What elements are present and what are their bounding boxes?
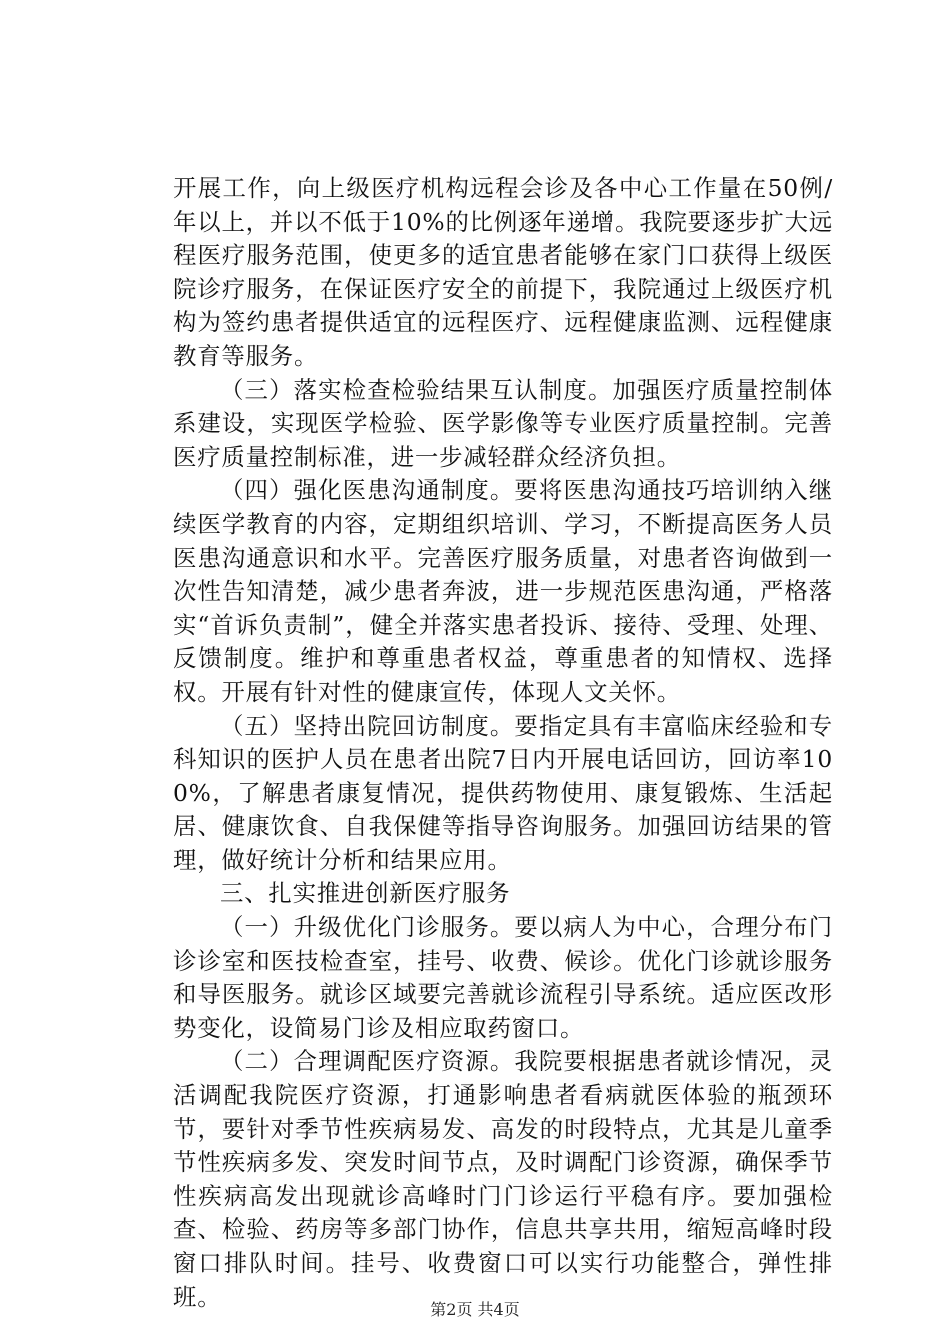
paragraph-outpatient-optimization: （一）升级优化门诊服务。要以病人为中心，合理分布门诊诊室和医技检查室，挂号、收费、候诊。优化门诊就诊服务和导医服务。就诊区域要完善就诊流程引导系统。适应医改形势变化，设简易门诊及相应取药窗口。	[173, 913, 833, 1042]
paragraph-resource-allocation: （二）合理调配医疗资源。我院要根据患者就诊情况，灵活调配我院医疗资源，打通影响患者看病就医体验的瓶颈环节，要针对季节性疾病易发、高发的时段特点，尤其是儿童季节性疾病多发、突发时间节点，及时调配门诊资源，确保季节性疾病高发出现就诊高峰时门门诊运行平稳有序。要加强检查、检验、药房等多部门协作，信息共享共用，缩短高峰时段窗口排队时间。挂号、收费窗口可以实行功能整合，弹性排班。	[173, 1047, 833, 1311]
section-heading-innovative-services: 三、扎实推进创新医疗服务	[220, 879, 511, 908]
paragraph-remote-medical-continued: 开展工作，向上级医疗机构远程会诊及各中心工作量在50例/年以上，并以不低于10%的比例逐年递增。我院要逐步扩大远程医疗服务范围，使更多的适宜患者能够在家门口获得上级医院诊疗服务，在保证医疗安全的前提下，我院通过上级医疗机构为签约患者提供适宜的远程医疗、远程健康监测、远程健康教育等服务。	[173, 174, 833, 370]
document-body	[173, 172, 833, 1314]
page-number: 第2页 共4页	[430, 1300, 520, 1319]
paragraph-doctor-patient-communication: （四）强化医患沟通制度。要将医患沟通技巧培训纳入继续医学教育的内容，定期组织培训、学习，不断提高医务人员医患沟通意识和水平。完善医疗服务质量，对患者咨询做到一次性告知清楚，减少患者奔波，进一步规范医患沟通，严格落实“首诉负责制”，健全并落实患者投诉、接待、受理、处理、反馈制度。维护和尊重患者权益，尊重患者的知情权、选择权。开展有针对性的健康宣传，体现人文关怀。	[173, 476, 833, 706]
paragraph-discharge-follow-up: （五）坚持出院回访制度。要指定具有丰富临床经验和专科知识的医护人员在患者出院7日内开展电话回访，回访率100%，了解患者康复情况，提供药物使用、康复锻炼、生活起居、健康饮食、自我保健等指导咨询服务。加强回访结果的管理，做好统计分析和结果应用。	[173, 711, 833, 874]
paragraph-test-result-mutual-recognition: （三）落实检查检验结果互认制度。加强医疗质量控制体系建设，实现医学检验、医学影像等专业医疗质量控制。完善医疗质量控制标准，进一步减轻群众经济负担。	[173, 375, 833, 471]
page-footer	[0, 1300, 950, 1320]
